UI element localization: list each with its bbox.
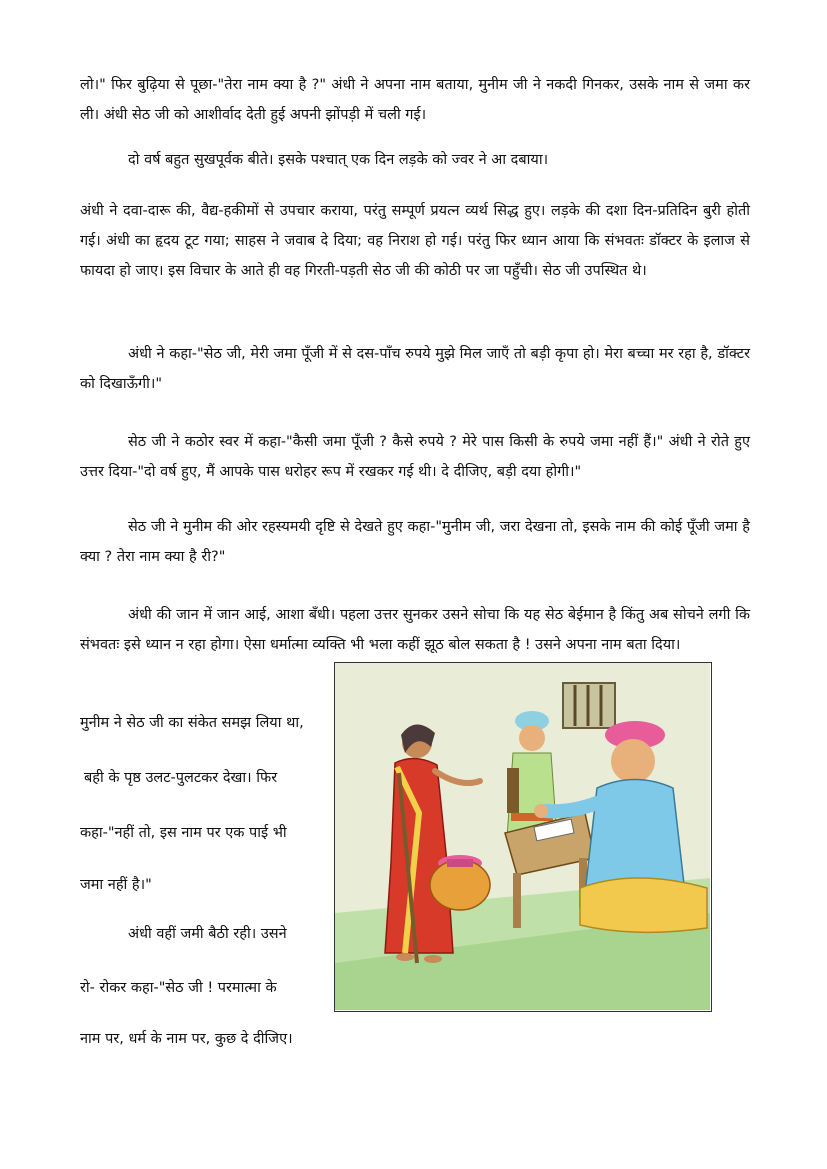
text-line-5: अंधी वहीं जमी बैठी रही। उसने	[128, 926, 287, 942]
text-line-6: रो- रोकर कहा-"सेठ जी ! परमात्मा के	[80, 980, 277, 996]
pot	[430, 855, 490, 910]
text-line-2: बही के पृष्ठ उलट-पुलटकर देखा। फिर	[84, 770, 278, 786]
paragraph-5: सेठ जी ने कठोर स्वर में कहा-"कैसी जमा पूँजी ? कैसे रुपये ? मेरे पास किसी के रुपये जमा नहीं हैं।" अंधी ने रोते हुए उत्तर दिया-"दो वर्ष हुए, मैं आपके पास धरोहर रूप में रखकर गई थी। दे दीजिए, बड़ी दया होगी।"	[80, 434, 750, 480]
paragraph-4: अंधी ने कहा-"सेठ जी, मेरी जमा पूँजी में से दस-पाँच रुपये मुझे मिल जाएँ तो बड़ी कृपा हो। मेरा बच्चा मर रहा है, डॉक्टर को दिखाऊँगी।"	[80, 346, 750, 392]
paragraph-2: दो वर्ष बहुत सुखपूर्वक बीते। इसके पश्चात् एक दिन लड़के को ज्वर ने आ दबाया।	[128, 152, 549, 168]
paragraph-1: लो।" फिर बुढ़िया से पूछा-"तेरा नाम क्या है ?" अंधी ने अपना नाम बताया, मुनीम जी ने नकदी गिनकर, उसके नाम से जमा कर ली। अंधी सेठ जी को आशीर्वाद देती हुई अपनी झोंपड़ी में चली गई।	[80, 77, 750, 123]
text-line-3: कहा-"नहीं तो, इस नाम पर एक पाई भी	[80, 825, 287, 841]
story-illustration	[334, 662, 712, 1012]
paragraph-3: अंधी ने दवा-दारू की, वैद्य-हकीमों से उपचार कराया, परंतु सम्पूर्ण प्रयत्न व्यर्थ सिद्ध हुए। लड़के की दशा दिन-प्रतिदिन बुरी होती गई। अंधी का हृदय टूट गया; साहस ने जवाब दे दिया; वह निराश हो गई। परंतु फिर ध्यान आया कि संभवतः डॉक्टर के इलाज से फायदा हो जाए। इस विचार के आते ही वह गिरती-पड़ती सेठ जी की कोठी पर जा पहुँची। सेठ जी उपस्थित थे।	[80, 203, 750, 279]
paragraph-6: सेठ जी ने मुनीम की ओर रहस्यमयी दृष्टि से देखते हुए कहा-"मुनीम जी, जरा देखना तो, इसके नाम की कोई पूँजी जमा है क्या ? तेरा नाम क्या है री?"	[80, 519, 750, 565]
text-line-7: नाम पर, धर्म के नाम पर, कुछ दे दीजिए।	[80, 1031, 293, 1047]
text-line-1: मुनीम ने सेठ जी का संकेत समझ लिया था,	[80, 715, 304, 731]
text-line-4: जमा नहीं है।"	[80, 877, 152, 893]
illustration-svg	[335, 663, 710, 1010]
paragraph-7: अंधी की जान में जान आई, आशा बँधी। पहला उत्तर सुनकर उसने सोचा कि यह सेठ बेईमान है किंतु अब सोचने लगी कि संभवतः इसे ध्यान न रहा होगा। ऐसा धर्मात्मा व्यक्ति भी भला कहीं झूठ बोल सकता है ! उसने अपना नाम बता दिया।	[80, 607, 750, 653]
